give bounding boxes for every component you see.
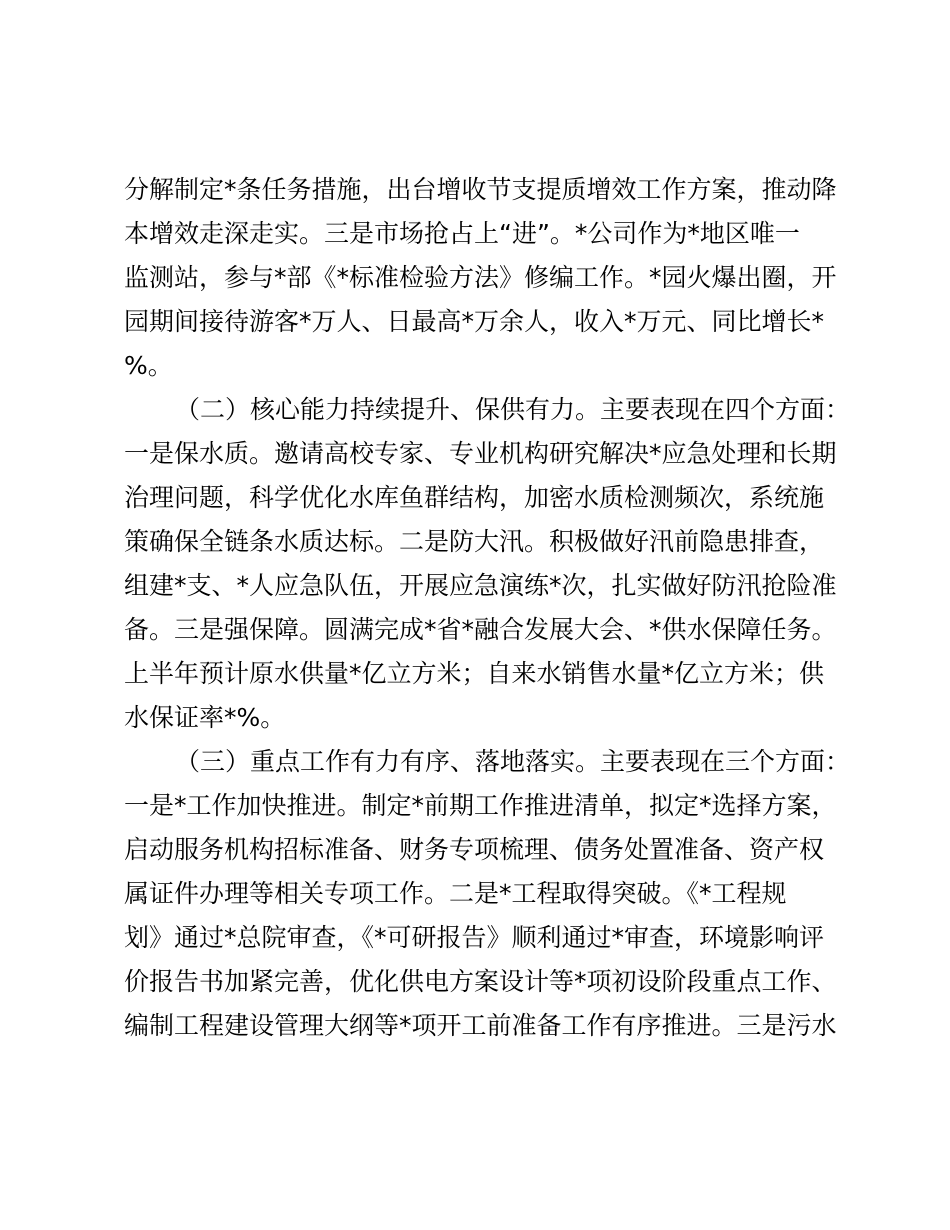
section-heading-2: （二）核心能力持续提升、保供有力。主要表现在四个方面：: [175, 395, 851, 424]
text-line: 编制工程建设管理大纲等*项开工前准备工作有序推进。三是污水: [124, 1011, 837, 1040]
text-line: 启动服务机构招标准备、财务专项梳理、债务处置准备、资产权: [124, 835, 825, 864]
text-line: 本增效走深走实。三是市场抢占上“进”。*公司作为*地区唯一: [124, 219, 800, 248]
text-line: 价报告书加紧完善，优化供电方案设计等*项初设阶段重点工作、: [124, 967, 837, 996]
text-line: 监测站，参与*部《*标准检验方法》修编工作。*园火爆出圈，开: [124, 263, 837, 292]
text-line: 水保证率*%。: [124, 703, 286, 732]
text-line: 治理问题，科学优化水库鱼群结构，加密水质检测频次，系统施: [124, 483, 825, 512]
text-line: 上半年预计原水供量*亿立方米；自来水销售水量*亿立方米；供: [124, 659, 825, 688]
text-line: 策确保全链条水质达标。二是防大汛。积极做好汛前隐患排查，: [124, 527, 825, 556]
text-line: 园期间接待游客*万人、日最高*万余人，收入*万元、同比增长*: [124, 307, 825, 336]
text-line: 属证件办理等相关专项工作。二是*工程取得突破。《*工程规: [124, 879, 787, 908]
text-line: 备。三是强保障。圆满完成*省*融合发展大会、*供水保障任务。: [124, 615, 837, 644]
text-line: 分解制定*条任务措施，出台增收节支提质增效工作方案，推动降: [124, 175, 837, 204]
text-line: 一是*工作加快推进。制定*前期工作推进清单，拟定*选择方案，: [124, 791, 837, 820]
text-line: %。: [124, 351, 173, 380]
text-line: 组建*支、*人应急队伍，开展应急演练*次，扎实做好防汛抢险准: [124, 571, 837, 600]
text-line: 划》通过*总院审查，《*可研报告》顺利通过*审查，环境影响评: [124, 923, 825, 952]
section-heading-3: （三）重点工作有力有序、落地落实。主要表现在三个方面：: [175, 747, 851, 776]
text-line: 一是保水质。邀请高校专家、专业机构研究解决*应急处理和长期: [124, 439, 837, 468]
